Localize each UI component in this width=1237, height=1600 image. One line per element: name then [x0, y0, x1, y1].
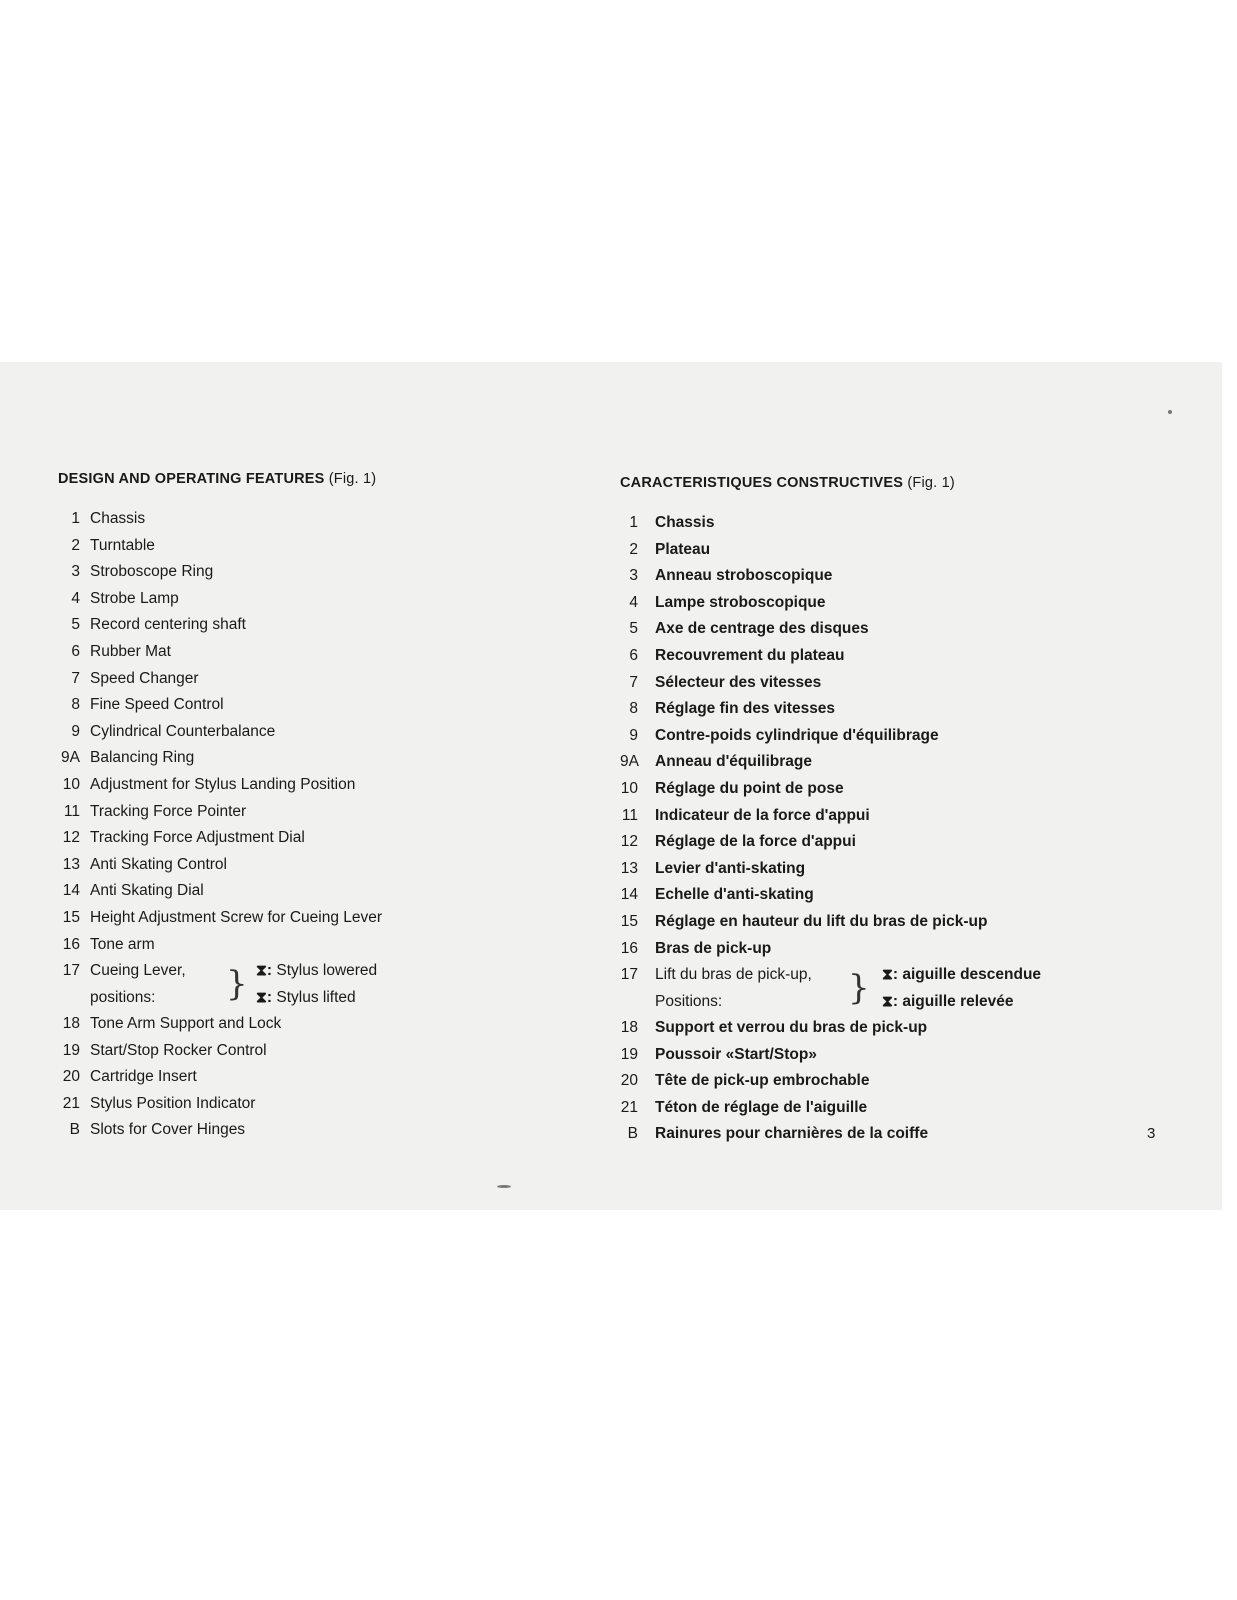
item-number: B — [627, 1125, 638, 1143]
list-item — [58, 852, 578, 879]
stylus-lowered-icon: ⧗: — [882, 966, 899, 984]
english-items-after — [58, 1011, 578, 1144]
item-label: Cylindrical Counterbalance — [90, 722, 276, 740]
item-number: 9 — [629, 726, 638, 744]
item-label: Slots for Cover Hinges — [90, 1121, 246, 1139]
item-number: 18 — [62, 1015, 80, 1033]
item-number: 18 — [620, 1019, 638, 1037]
list-item — [58, 1011, 578, 1038]
item-label: Tone arm — [90, 935, 155, 953]
list-item — [58, 533, 578, 560]
item-number: 17 — [62, 962, 80, 980]
item-label: Lampe stroboscopique — [655, 593, 826, 611]
french-item-17 — [620, 962, 1180, 1015]
list-item — [620, 882, 1180, 909]
list-item — [58, 559, 578, 586]
list-item — [620, 749, 1180, 776]
item-label: Anneau stroboscopique — [655, 567, 833, 585]
french-heading-text: CARACTERISTIQUES CONSTRUCTIVES — [620, 475, 904, 491]
item-label: Anti Skating Control — [90, 855, 227, 873]
item-number: 3 — [629, 567, 638, 585]
item-label: Anti Skating Dial — [90, 882, 204, 900]
item-number: 15 — [62, 908, 80, 926]
item-number: 7 — [629, 673, 638, 691]
item-number: 19 — [620, 1045, 638, 1063]
english-items — [58, 506, 578, 958]
english-heading — [58, 471, 578, 487]
list-item — [58, 666, 578, 693]
scan-speck — [1168, 410, 1172, 414]
list-item — [58, 1091, 578, 1118]
item-number: 8 — [629, 700, 638, 718]
list-item — [620, 643, 1180, 670]
item-label: Poussoir «Start/Stop» — [655, 1045, 817, 1063]
list-item — [620, 829, 1180, 856]
item-number: 1 — [71, 510, 80, 527]
list-item — [58, 692, 578, 719]
item-number: 15 — [620, 912, 638, 930]
list-item — [620, 1042, 1180, 1069]
list-item — [58, 586, 578, 613]
list-item — [620, 696, 1180, 723]
item-label: Sélecteur des vitesses — [655, 673, 822, 691]
item-label: Réglage en hauteur du lift du bras de pick-up — [655, 912, 988, 930]
list-item — [58, 772, 578, 799]
item-number: 12 — [62, 829, 80, 847]
item-number: 5 — [71, 616, 80, 634]
item-number: B — [69, 1121, 80, 1139]
item-number: 3 — [71, 563, 80, 581]
item-label: Rainures pour charnières de la coiffe — [655, 1125, 929, 1143]
item-label: Indicateur de la force d'appui — [655, 806, 870, 824]
item-label: Turntable — [90, 536, 155, 554]
french-feature-list — [620, 475, 1180, 1148]
item-label: Contre-poids cylindrique d'équilibrage — [655, 726, 939, 744]
position-lifted — [256, 985, 356, 1012]
item-number: 9A — [620, 753, 639, 771]
position-lifted — [882, 989, 1014, 1016]
item-number: 5 — [629, 620, 638, 638]
list-item — [620, 723, 1180, 750]
item-number: 13 — [620, 859, 638, 877]
item-number: 16 — [62, 935, 80, 953]
list-item — [620, 670, 1180, 697]
item-label: Tête de pick-up embrochable — [655, 1072, 870, 1090]
item-number: 9A — [61, 749, 80, 767]
item-number: 2 — [71, 536, 80, 554]
item-label: Start/Stop Rocker Control — [90, 1041, 267, 1059]
item-label: Anneau d'équilibrage — [655, 753, 812, 771]
list-item — [620, 1121, 1180, 1148]
position-text: Stylus lowered — [276, 962, 378, 980]
english-heading-text: DESIGN AND OPERATING FEATURES — [58, 471, 325, 487]
item-label: Chassis — [90, 510, 146, 527]
item-label: Speed Changer — [90, 669, 199, 687]
english-fig-ref: (Fig. 1) — [328, 471, 377, 487]
list-item — [58, 719, 578, 746]
list-item — [58, 799, 578, 826]
item-number: 20 — [62, 1068, 80, 1086]
brace-icon: } — [226, 964, 248, 1005]
item-label: Cartridge Insert — [90, 1068, 197, 1086]
french-heading — [620, 475, 1180, 491]
item-label: Record centering shaft — [90, 616, 246, 634]
list-item — [58, 612, 578, 639]
item-label: Adjustment for Stylus Landing Position — [90, 775, 356, 793]
brace-icon: } — [848, 968, 870, 1009]
item-number: 11 — [63, 802, 80, 820]
list-item — [58, 506, 578, 533]
list-item — [620, 803, 1180, 830]
list-item — [58, 932, 578, 959]
list-item — [620, 537, 1180, 564]
item-label: Réglage fin des vitesses — [655, 700, 836, 718]
list-item — [58, 1038, 578, 1065]
list-item — [620, 1015, 1180, 1042]
item-label: Support et verrou du bras de pick-up — [655, 1019, 928, 1037]
item-label: Téton de réglage de l'aiguille — [655, 1098, 868, 1116]
list-item — [620, 776, 1180, 803]
item-number: 14 — [620, 886, 638, 904]
item-label: Height Adjustment Screw for Cueing Lever — [90, 908, 383, 926]
list-item — [58, 878, 578, 905]
item-label: Cueing Lever, — [90, 962, 186, 980]
item-label: Chassis — [655, 514, 715, 531]
item-number: 6 — [71, 642, 80, 660]
item-label: Plateau — [655, 540, 711, 558]
item-label: Réglage du point de pose — [655, 779, 844, 797]
item-number: 10 — [62, 775, 80, 793]
item-label: Réglage de la force d'appui — [655, 833, 856, 851]
position-text: aiguille descendue — [902, 966, 1042, 984]
item-number: 4 — [629, 593, 638, 611]
item-number: 11 — [621, 806, 638, 824]
english-feature-list — [58, 471, 578, 1144]
french-fig-ref: (Fig. 1) — [907, 475, 955, 491]
list-item — [620, 1068, 1180, 1095]
list-item — [58, 825, 578, 852]
item-label: Axe de centrage des disques — [655, 620, 869, 638]
list-item — [620, 936, 1180, 963]
list-item — [58, 745, 578, 772]
item-number: 13 — [62, 855, 80, 873]
item-label: Recouvrement du plateau — [655, 646, 845, 664]
item-label: Stylus Position Indicator — [90, 1094, 256, 1112]
item-number: 16 — [620, 939, 638, 957]
item-label: Levier d'anti-skating — [655, 859, 806, 877]
item-label: Bras de pick-up — [655, 939, 772, 957]
list-item — [58, 1064, 578, 1091]
item-number: 19 — [62, 1041, 80, 1059]
item-label-line2: Positions: — [655, 992, 723, 1010]
item-number: 14 — [62, 882, 80, 900]
item-label: Lift du bras de pick-up, — [655, 966, 812, 984]
list-item — [620, 563, 1180, 590]
position-lowered — [882, 962, 1041, 989]
list-item — [620, 590, 1180, 617]
stylus-lifted-icon: ⧗: — [882, 992, 899, 1010]
list-item — [58, 905, 578, 932]
position-text: Stylus lifted — [276, 988, 356, 1006]
item-number: 21 — [62, 1094, 80, 1112]
item-number: 10 — [620, 779, 638, 797]
english-item-17 — [58, 958, 578, 1011]
item-number: 21 — [620, 1098, 638, 1116]
list-item — [620, 856, 1180, 883]
item-number: 1 — [629, 514, 638, 531]
item-label: Strobe Lamp — [90, 589, 179, 607]
item-number: 4 — [71, 589, 80, 607]
stylus-lowered-icon: ⧗: — [256, 962, 273, 980]
scan-speck — [497, 1185, 511, 1188]
list-item — [620, 1095, 1180, 1122]
french-items — [620, 510, 1180, 962]
item-label: Balancing Ring — [90, 749, 195, 767]
item-number: 12 — [620, 833, 638, 851]
item-number: 17 — [620, 966, 638, 984]
list-item — [620, 616, 1180, 643]
item-label: Rubber Mat — [90, 642, 171, 660]
list-item — [58, 639, 578, 666]
item-label: Tone Arm Support and Lock — [90, 1015, 282, 1033]
position-text: aiguille relevée — [902, 992, 1014, 1010]
list-item — [620, 909, 1180, 936]
item-number: 6 — [629, 646, 638, 664]
list-item — [620, 510, 1180, 537]
page-number: 3 — [1147, 1125, 1156, 1142]
item-number: 20 — [620, 1072, 638, 1090]
item-label: Tracking Force Adjustment Dial — [90, 829, 305, 847]
french-items-after — [620, 1015, 1180, 1148]
item-number: 8 — [71, 696, 80, 714]
item-label: Echelle d'anti-skating — [655, 886, 814, 904]
list-item — [58, 1117, 578, 1144]
item-label: Tracking Force Pointer — [90, 802, 247, 820]
stylus-lifted-icon: ⧗: — [256, 988, 273, 1006]
item-label: Fine Speed Control — [90, 696, 224, 714]
item-label-line2: positions: — [90, 988, 156, 1006]
item-number: 2 — [629, 540, 638, 558]
item-number: 9 — [71, 722, 80, 740]
item-number: 7 — [71, 669, 80, 687]
position-lowered — [256, 958, 377, 985]
item-label: Stroboscope Ring — [90, 563, 214, 581]
